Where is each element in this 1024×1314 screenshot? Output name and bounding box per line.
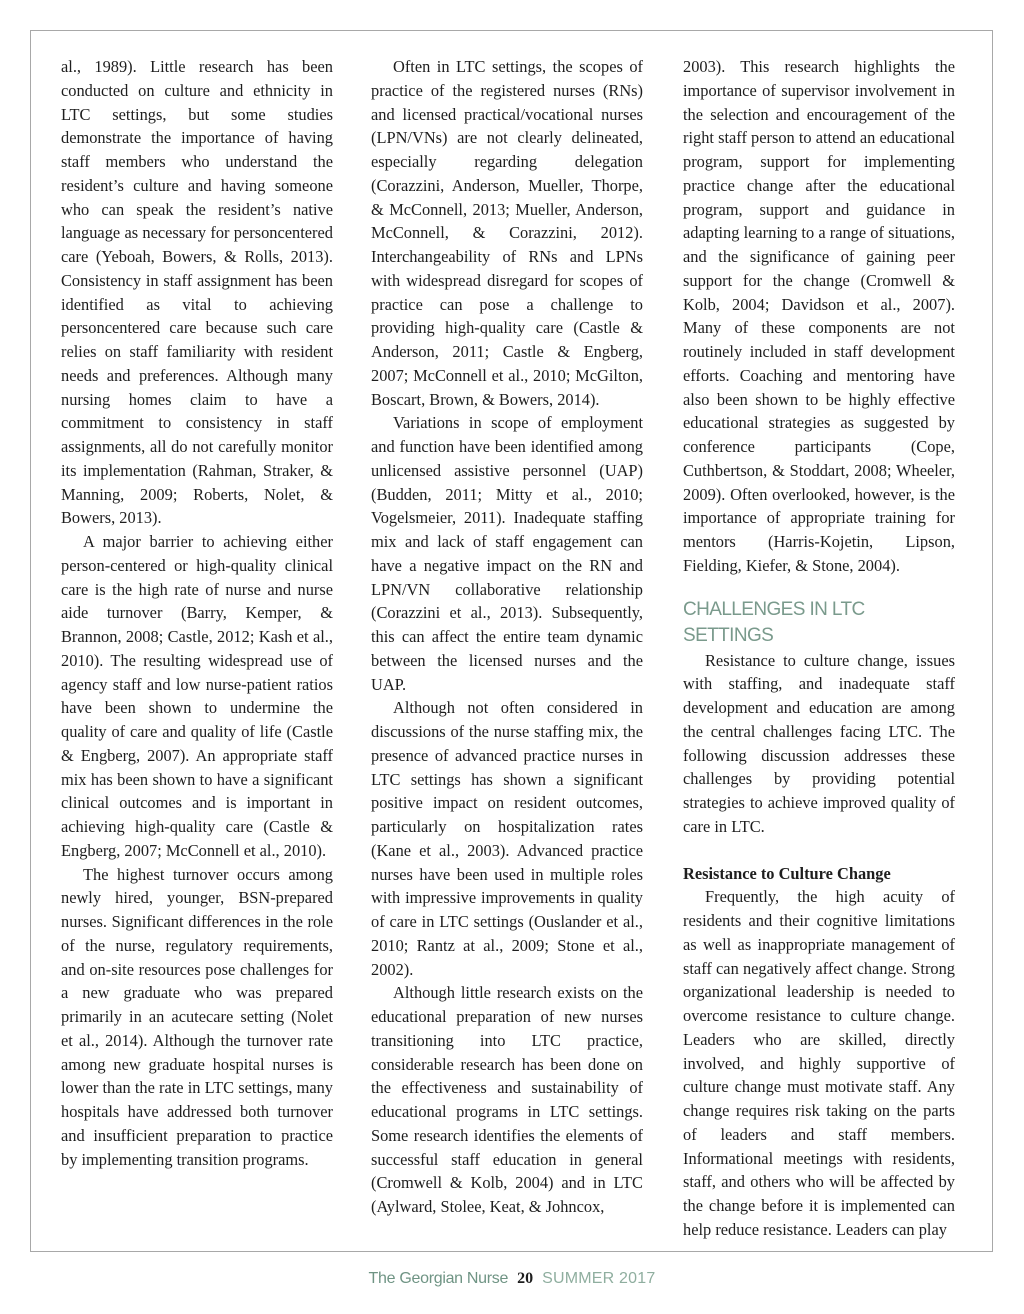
paragraph: The highest turnover occurs among newly hired, younger, BSN-prepared nurses. Significant differences in the role of the nurse, regulatory requirements, and on-site resources pose challenges for a new graduate who was prepared primarily in an acutecare setting (Nolet et al., 2014). Although the turnover rate among new graduate hospital nurses is lower than the rate in LTC settings, many hospitals have addressed both turnover and insufficient preparation to practice by implementing transition programs. [61,864,333,1169]
paragraph: 2003). This research highlights the importance of supervisor involvement in the selection and encouragement of the right staff person to attend an educational program, support for implementing practice change after the educational program, support and guidance in adapting learning to a range of situations, and the significance of gaining peer support for the change (Cromwell & Kolb, 2004; Davidson et al., 2007). Many of these components are not routinely included in staff development efforts. Coaching and mentoring have also been shown to be highly effective educational strategies as suggested by conference participants (Cope, Cuthbertson, & Stoddart, 2008; Wheeler, 2009). Often overlooked, however, is the importance of appropriate training for mentors (Harris-Kojetin, Lipson, Fielding, Kiefer, & Stone, 2004). [683,57,955,575]
paragraph: A major barrier to achieving either person-centered or high-quality clinical care is the high rate of nurse and nurse aide turnover (Barry, Kemper, & Brannon, 2008; Castle, 2012; Kash et al., 2010). The resulting widespread use of agency staff and low nurse-patient ratios have been shown to undermine the quality of care and quality of life (Castle & Engberg, 2007). An appropriate staff mix has been shown to have a significant clinical outcomes and is important in achieving high-quality care (Castle & Engberg, 2007; McConnell et al., 2010). [61,532,333,860]
paragraph: Variations in scope of employment and function have been identified among unlicensed assistive personnel (UAP) (Budden, 2011; Mitty et al., 2010; Vogelsmeier, 2011). Inadequate staffing mix and lack of staff engagement can have a negative impact on the RN and LPN/VN collaborative relationship (Corazzini et al., 2013). Subsequently, this can affect the entire team dynamic between the licensed nurses and the UAP. [371,413,643,694]
paragraph: Resistance to culture change, issues with staffing, and inadequate staff development and education are among the central challenges facing LTC. The following discussion addresses these challenges by providing potential strategies to achieve improved quality of care in LTC. [683,650,955,836]
column-3 [683,55,955,1242]
paragraph: Frequently, the high acuity of residents and their cognitive limitations as well as inappropriate management of staff can negatively affect change. Strong organizational leadership is needed to overcome resistance to culture change. Leaders who are skilled, directly involved, and highly supportive of culture change must motivate staff. Any change requires risk taking on the parts of leaders and staff members. Informational meetings with residents, staff, and others who will be affected by the change before it is implemented can help reduce resistance. Leaders can play [683,887,955,1239]
page-number: 20 [517,1270,534,1287]
paragraph: Although little research exists on the educational preparation of new nurses transitioning into LTC practice, considerable research has been done on the effectiveness and sustainability of educational programs in LTC settings. Some research identifies the elements of successful staff education in general (Cromwell & Kolb, 2004) and in LTC (Aylward, Stolee, Keat, & Johncox, [371,983,643,1216]
paragraph: Although not often considered in discussions of the nurse staffing mix, the presence of advanced practice nurses in LTC settings has shown a significant positive impact on resident outcomes, particularly on hospitalization rates (Kane et al., 2003). Advanced practice nurses have been used in multiple roles with impressive improvements in quality of care in LTC settings (Ouslander et al., 2010; Rantz at al., 2009; Stone et al., 2002). [371,698,643,979]
column-2 [371,55,643,1219]
magazine-title: The Georgian Nurse [368,1270,509,1287]
paragraph: Often in LTC settings, the scopes of practice of the registered nurses (RNs) and licensed practical/vocational nurses (LPN/VNs) are not clearly delineated, especially regarding delegation (Corazzini, Anderson, Mueller, Thorpe, & McConnell, 2013; Mueller, Anderson, McConnell, & Corazzini, 2012). Interchangeability of RNs and LPNs with widespread disregard for scopes of practice can pose a challenge to providing high-quality care (Castle & Anderson, 2011; Castle & Engberg, 2007; McConnell et al., 2010; McGilton, Boscart, Brown, & Bowers, 2014). [371,57,643,409]
subsection-heading: Resistance to Culture Change [683,863,891,883]
column-1 [61,55,333,1171]
section-heading: CHALLENGES IN LTC SETTINGS [683,598,865,646]
paragraph: al., 1989). Little research has been conducted on culture and ethnicity in LTC settings, but some studies demonstrate the importance of having staff members who understand the resident’s culture and having someone who can speak the resident’s native language as necessary for personcentered care (Yeboah, Bowers, & Rolls, 2013). Consistency in staff assignment has been identified as vital to achieving personcentered care because such care relies on staff familiarity with resident needs and preferences. Although many nursing homes claim to have a commitment to consistency in staff assignments, all do not carefully monitor its implementation (Rahman, Straker, & Manning, 2009; Roberts, Nolet, & Bowers, 2013). [61,57,333,528]
issue-date: SUMMER 2017 [542,1270,656,1287]
page-footer [0,1267,1024,1291]
